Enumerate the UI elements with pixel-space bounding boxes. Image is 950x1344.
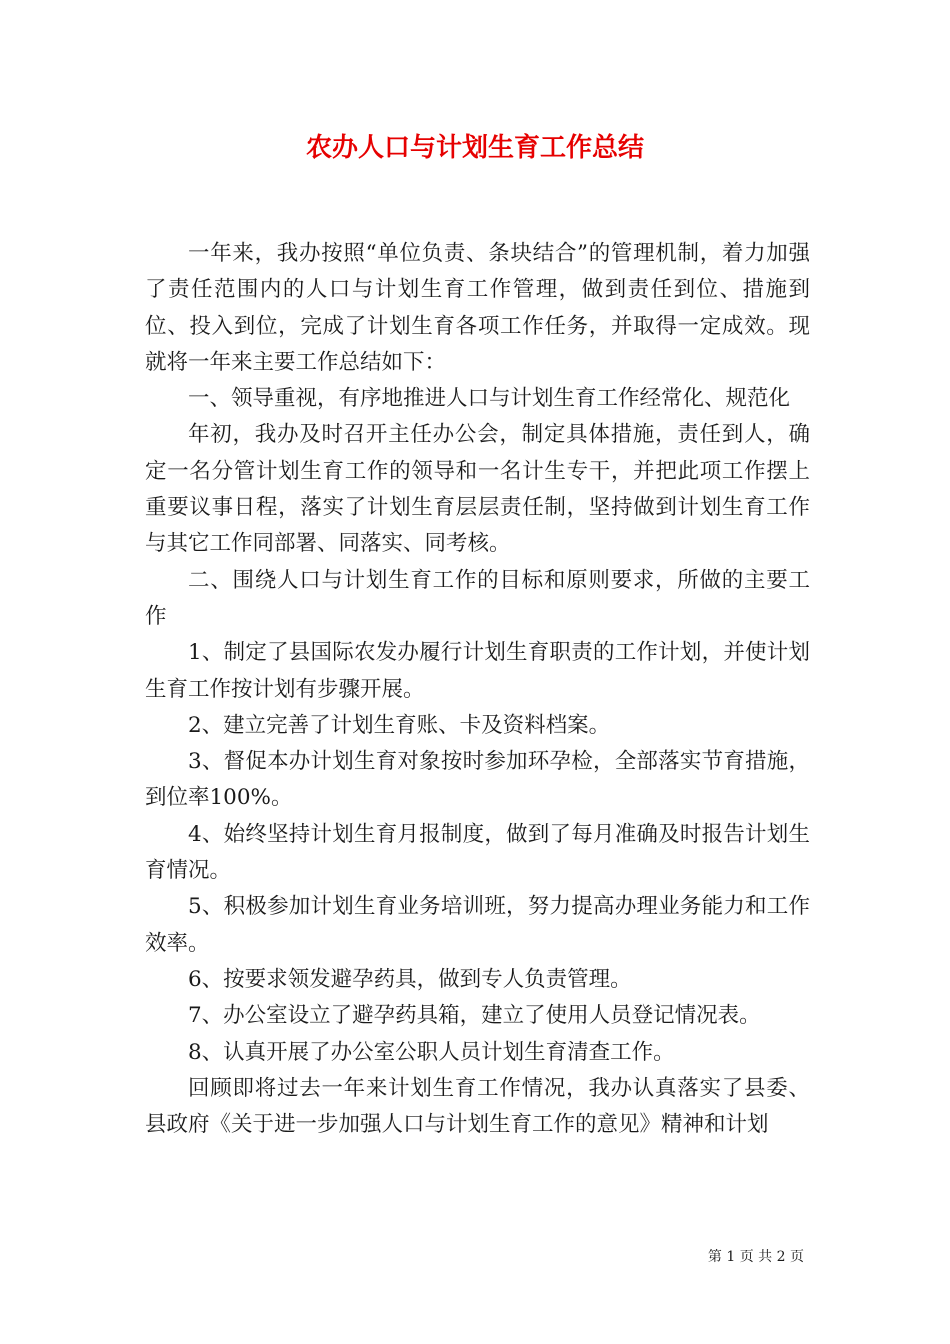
list-item-7: 7、办公室设立了避孕药具箱，建立了使用人员登记情况表。 xyxy=(188,1003,761,1029)
list-item-1: 1、制定了县国际农发办履行计划生育职责的工作计划，并使计划生育工作按计划有步骤开展。 xyxy=(145,640,810,702)
document-body xyxy=(145,236,810,1143)
paragraph-review: 回顾即将过去一年来计划生育工作情况，我办认真落实了县委、县政府《关于进一步加强人口与计划生育工作的意见》精神和计划 xyxy=(145,1075,810,1138)
paragraph-section-1: 年初，我办及时召开主任办公会，制定具体措施，责任到人，确定一名分管计划生育工作的领导和一名计生专干，并把此项工作摆上重要议事日程，落实了计划生育层层责任制，坚持做到计划生育工作与其它工作同部署、同落实、同考核。 xyxy=(145,422,810,557)
document-title: 农办人口与计划生育工作总结 xyxy=(305,133,644,163)
section-heading-2: 二、围绕人口与计划生育工作的目标和原则要求，所做的主要工作 xyxy=(145,567,810,629)
list-item-4: 4、始终坚持计划生育月报制度，做到了每月准确及时报告计划生育情况。 xyxy=(145,821,810,884)
list-item-3: 3、督促本办计划生育对象按时参加环孕检，全部落实节育措施，到位率100%。 xyxy=(145,749,810,811)
list-item-2: 2、建立完善了计划生育账、卡及资料档案。 xyxy=(188,712,611,738)
list-item-6: 6、按要求领发避孕药具，做到专人负责管理。 xyxy=(188,966,632,992)
list-item-5: 5、积极参加计划生育业务培训班，努力提高办理业务能力和工作效率。 xyxy=(145,894,810,956)
list-item-8: 8、认真开展了办公室公职人员计划生育清查工作。 xyxy=(188,1039,675,1065)
section-heading-1: 一、领导重视，有序地推进人口与计划生育工作经常化、规范化 xyxy=(188,386,791,412)
page-number-footer: 第 1 页 共 2 页 xyxy=(707,1249,804,1265)
paragraph-intro: 一年来，我办按照“单位负责、条块结合”的管理机制，着力加强了责任范围内的人口与计划生育工作管理，做到责任到位、措施到位、投入到位，完成了计划生育各项工作任务，并取得一定成效。现就将一年来主要工作总结如下： xyxy=(145,241,810,375)
